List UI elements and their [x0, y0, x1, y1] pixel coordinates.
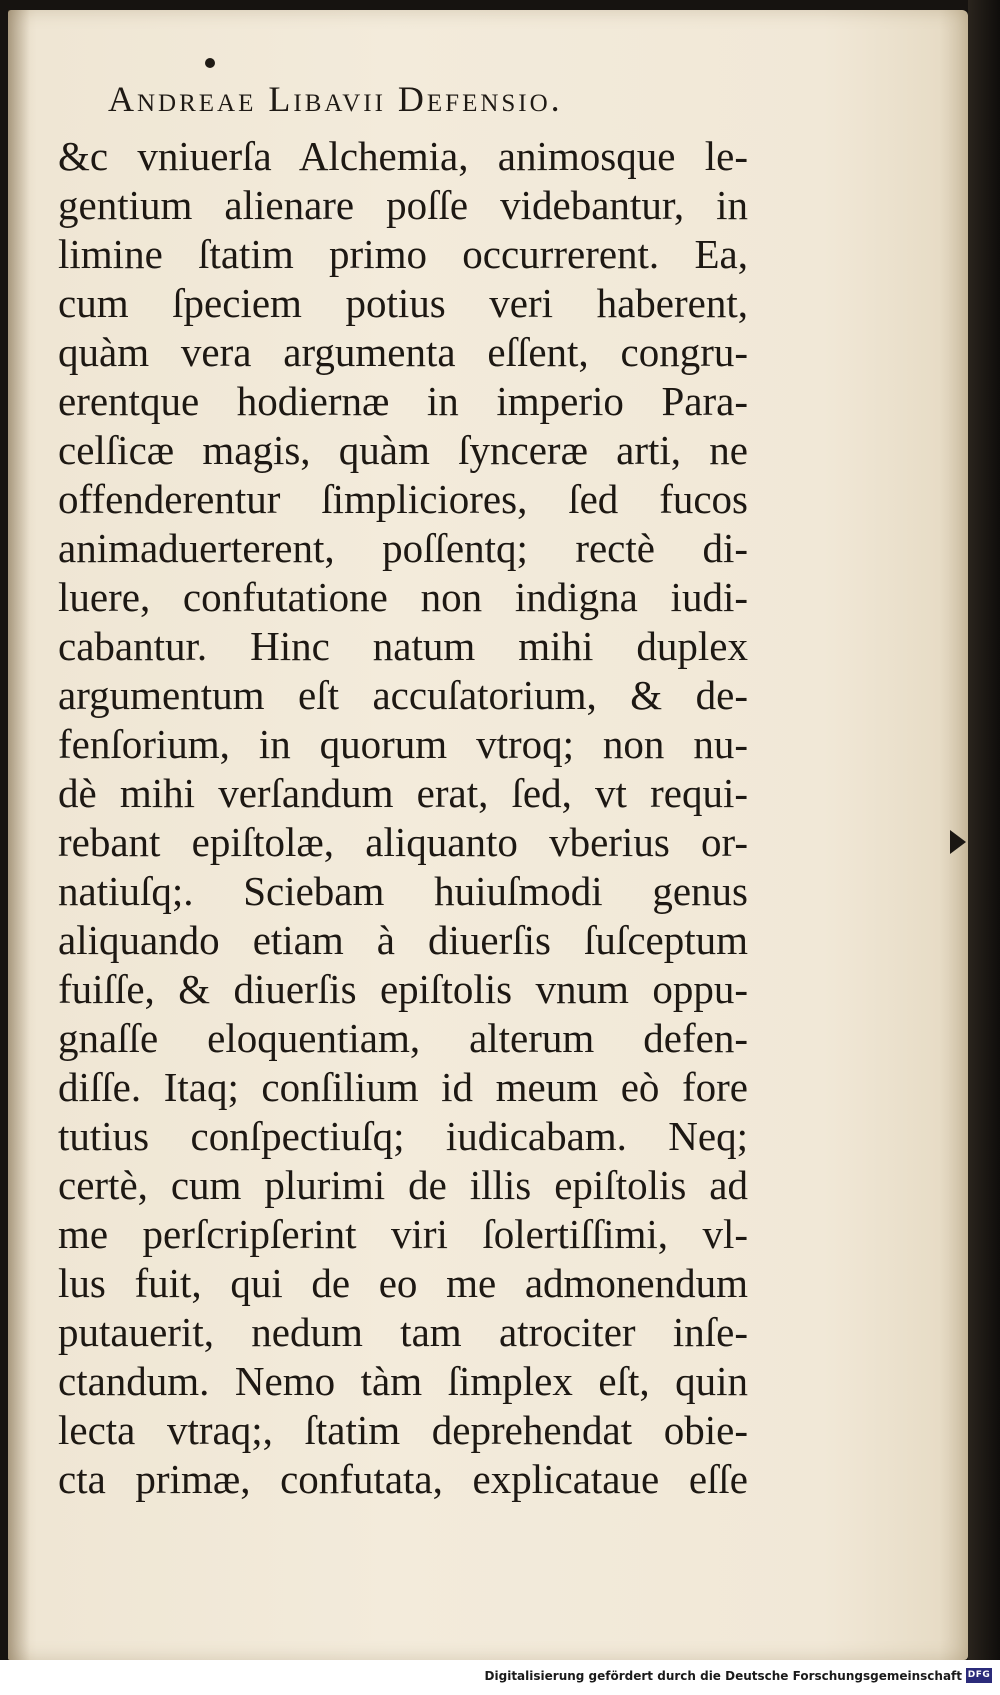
book-page	[8, 10, 968, 1660]
text-line: quàm vera argumenta eſſent, congru-	[58, 329, 748, 375]
text-line: gentium alienare poſſe videbantur, in	[58, 182, 748, 228]
text-line: erentque hodiernæ in imperio Para-	[58, 378, 748, 424]
text-line: diſſe. Itaq; conſilium id meum eò fore	[58, 1064, 748, 1110]
footer-bar	[0, 1660, 1000, 1695]
text-line: limine ſtatim primo occurrerent. Ea,	[58, 231, 748, 277]
text-line: fenſorium, in quorum vtroq; non nu-	[58, 721, 748, 767]
text-line: lecta vtraq;, ſtatim deprehendat obie-	[58, 1407, 748, 1453]
body-text	[58, 132, 748, 1504]
text-line: offenderentur ſimpliciores, ſed fucos	[58, 476, 748, 522]
text-line: argumentum eſt accuſatorium, & de-	[58, 672, 748, 718]
text-line: animaduerterent, poſſentq; rectè di-	[58, 525, 748, 571]
text-line: natiuſq;. Sciebam huiuſmodi genus	[58, 868, 748, 914]
text-line: ctandum. Nemo tàm ſimplex eſt, quin	[58, 1358, 748, 1404]
text-line: fuiſſe, & diuerſis epiſtolis vnum oppu-	[58, 966, 748, 1012]
text-line: gnaſſe eloquentiam, alterum defen-	[58, 1015, 748, 1061]
text-line: certè, cum plurimi de illis epiſtolis ad	[58, 1162, 748, 1208]
text-line: aliquando etiam à diuerſis ſuſceptum	[58, 917, 748, 963]
text-line: tutius conſpectiuſq; iudicabam. Neq;	[58, 1113, 748, 1159]
page-tab-marker	[950, 830, 966, 854]
text-line: cum ſpeciem potius veri haberent,	[58, 280, 748, 326]
ink-blot	[205, 58, 215, 68]
text-line: me perſcripſerint viri ſolertiſſimi, vl-	[58, 1211, 748, 1257]
text-line: &c vniuerſa Alchemia, animosque le-	[58, 133, 748, 179]
text-line: dè mihi verſandum erat, ſed, vt requi-	[58, 770, 748, 816]
running-head: Andreae Libavii Defensio.	[108, 79, 563, 119]
text-line: cabantur. Hinc natum mihi duplex	[58, 623, 748, 669]
text-line: putauerit, nedum tam atrociter inſe-	[58, 1309, 748, 1355]
text-line: cta primæ, confutata, explicataue eſſe	[58, 1456, 748, 1502]
text-line: celſicæ magis, quàm ſynceræ arti, ne	[58, 427, 748, 473]
text-line: lus fuit, qui de eo me admonendum	[58, 1260, 748, 1306]
text-line: rebant epiſtolæ, aliquanto vberius or-	[58, 819, 748, 865]
text-line: luere, confutatione non indigna iudi-	[58, 574, 748, 620]
dfg-logo-icon: DFG	[966, 1668, 992, 1683]
digitization-credit: Digitalisierung gefördert durch die Deutsche Forschungsgemeinschaft	[484, 1669, 962, 1683]
book-edge	[968, 0, 1000, 1660]
